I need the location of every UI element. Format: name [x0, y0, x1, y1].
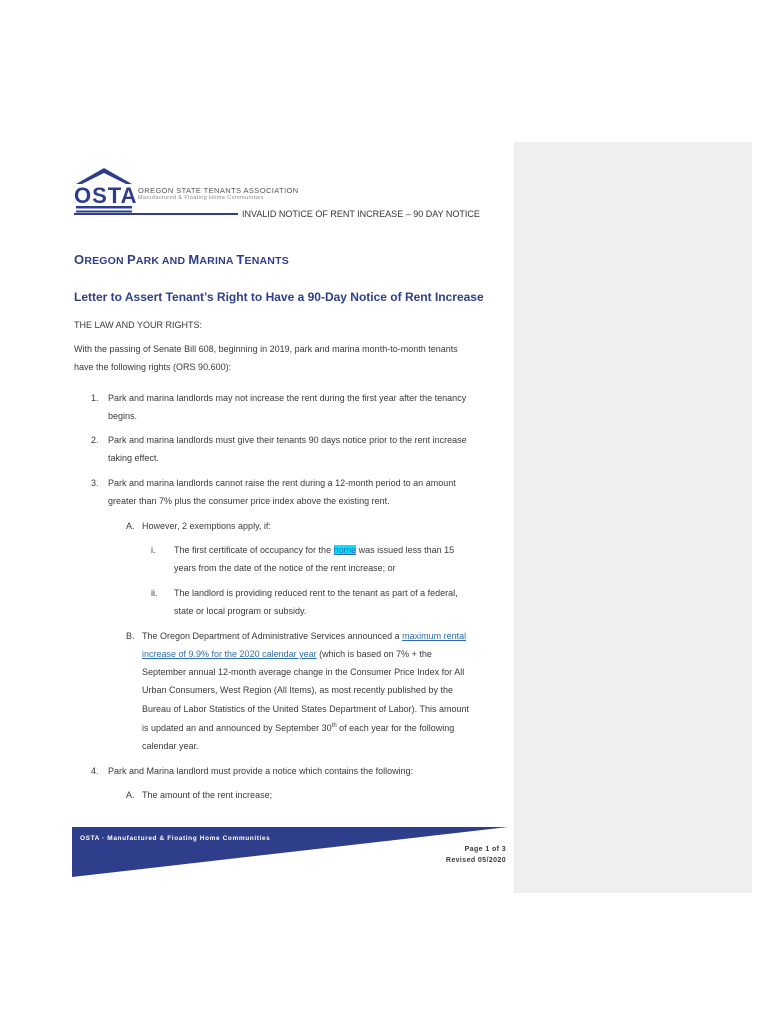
sub-3b-line-5: Bureau of Labor Statistics of the United States Department of Labor). This amount	[142, 704, 470, 714]
header-rule	[74, 213, 238, 215]
item-3-line-2: greater than 7% plus the consumer price index above the existing rent.	[108, 496, 390, 506]
item-number: 3.	[91, 478, 99, 488]
sub-3b-line-4: Urban Consumers, West Region (All Items), as most recently published by the	[142, 685, 453, 695]
highlighted-home-link[interactable]: home	[333, 545, 357, 555]
sub-3b-line-3: September annual 12-month average change in the Consumer Price Index for All	[142, 667, 465, 677]
item-1-line-2: begins.	[108, 411, 138, 421]
roman-i-line-2: years from the date of the notice of the rent increase; or	[174, 563, 396, 573]
sub-3b-line-7: calendar year.	[142, 741, 199, 751]
item-2-line-2: taking effect.	[108, 453, 159, 463]
item-number: 2.	[91, 435, 99, 445]
intro-line-1: With the passing of Senate Bill 608, beginning in 2019, park and marina month-to-month tenants	[74, 344, 458, 354]
document-header-title: INVALID NOTICE OF RENT INCREASE – 90 DAY NOTICE	[242, 209, 480, 219]
item-number: 4.	[91, 766, 99, 776]
roman-label: ii.	[151, 588, 158, 598]
revised-date: Revised 05/2020	[445, 857, 506, 864]
item-4-line-1: Park and Marina landlord must provide a notice which contains the following:	[108, 766, 414, 776]
logo-wordmark: OSTA	[74, 183, 138, 208]
intro-line-2: have the following rights (ORS 90.600):	[74, 362, 232, 372]
footer-label: OSTA · Manufactured & Floating Home Communities	[80, 835, 271, 842]
sub-3b-line-2: increase of 9.9% for the 2020 calendar year (which is based on 7% + the	[142, 649, 432, 659]
roman-i-line-1: The first certificate of occupancy for the home was issued less than 15	[174, 545, 455, 555]
rental-increase-link[interactable]: increase of 9.9% for the 2020 calendar year	[142, 649, 317, 659]
item-3-line-1: Park and marina landlords cannot raise the rent during a 12-month period to an amount	[108, 478, 456, 488]
sub-label: B.	[126, 631, 135, 641]
roman-label: i.	[151, 545, 156, 555]
org-name: OREGON STATE TENANTS ASSOCIATION	[138, 186, 299, 195]
roman-ii-line-1: The landlord is providing reduced rent to the tenant as part of a federal,	[174, 588, 458, 598]
sub-3b-line-6: is updated an and announced by September 30th of each year for the following	[142, 723, 455, 733]
law-heading: THE LAW AND YOUR RIGHTS:	[74, 320, 203, 330]
maximum-rental-link[interactable]: maximum rental	[402, 631, 467, 641]
comment-pane	[514, 142, 752, 893]
sub-3b-line-1: The Oregon Department of Administrative Services announced a maximum rental	[142, 631, 467, 641]
org-subtitle: Manufactured & Floating Home Communities	[138, 195, 264, 201]
sub-label: A.	[126, 521, 135, 531]
sub-3a-text: However, 2 exemptions apply, if:	[142, 521, 271, 531]
item-number: 1.	[91, 393, 99, 403]
sub-heading: Letter to Assert Tenant’s Right to Have a 90-Day Notice of Rent Increase	[74, 290, 484, 304]
item-1-line-1: Park and marina landlords may not increase the rent during the first year after the tenancy	[108, 393, 467, 403]
main-heading: OREGON PARK AND MARINA TENANTS	[74, 252, 289, 267]
sub-label: A.	[126, 790, 135, 800]
footer-band	[72, 825, 508, 877]
page-number: Page 1 of 3	[464, 846, 506, 853]
item-2-line-1: Park and marina landlords must give their tenants 90 days notice prior to the rent increase	[108, 435, 467, 445]
sub-4a-text: The amount of the rent increase;	[142, 790, 273, 800]
roman-ii-line-2: state or local program or subsidy.	[174, 606, 307, 616]
